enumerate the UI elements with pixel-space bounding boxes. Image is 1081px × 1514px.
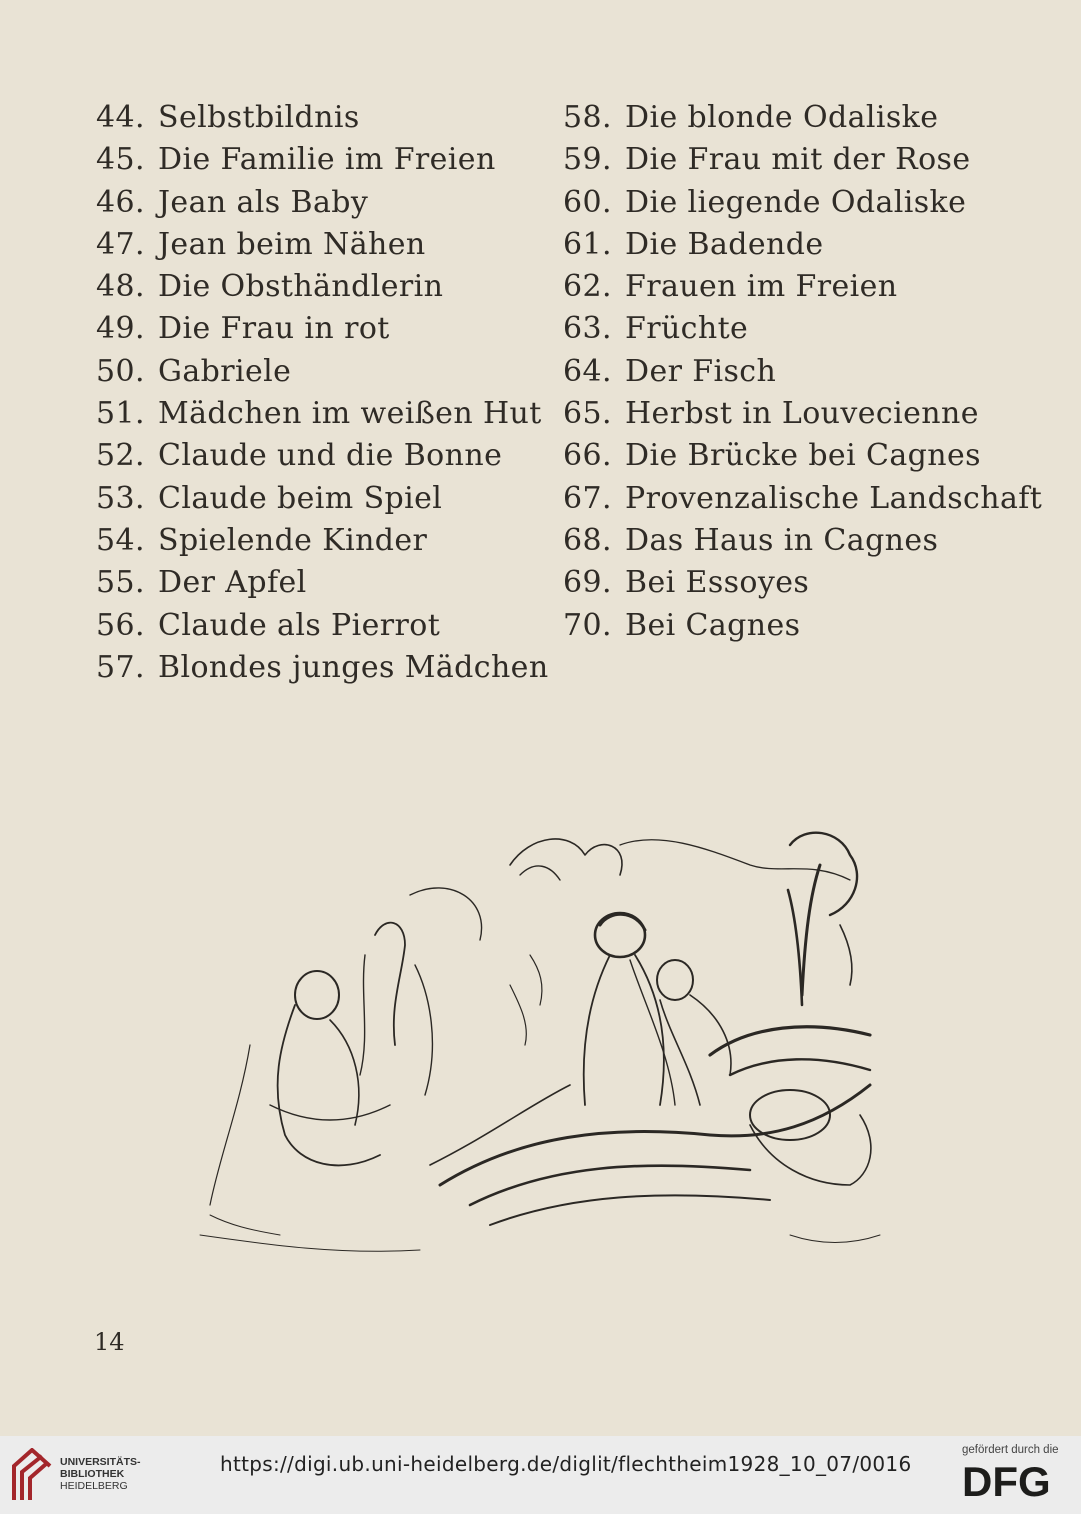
artwork-title: Herbst in Louvecienne bbox=[625, 396, 979, 432]
university-library-logo-icon bbox=[12, 1448, 52, 1502]
institution-line-1: UNIVERSITÄTS- bbox=[60, 1456, 141, 1468]
artwork-number: 60. bbox=[563, 184, 612, 220]
artwork-title: Der Apfel bbox=[158, 565, 307, 601]
artwork-title: Frauen im Freien bbox=[625, 269, 898, 305]
artwork-title: Die liegende Odaliske bbox=[625, 184, 967, 220]
artwork-number: 49. bbox=[96, 311, 145, 347]
artwork-number: 67. bbox=[563, 480, 612, 516]
artwork-entry bbox=[96, 266, 536, 308]
artwork-entry bbox=[96, 351, 536, 393]
footer-bar bbox=[0, 1436, 1081, 1514]
artwork-number: 58. bbox=[563, 100, 612, 135]
artwork-entry bbox=[563, 435, 1003, 477]
artwork-entry bbox=[563, 308, 1003, 350]
artwork-number: 69. bbox=[563, 565, 612, 601]
artwork-number: 62. bbox=[563, 269, 612, 305]
artwork-number: 65. bbox=[563, 396, 612, 432]
artwork-number: 55. bbox=[96, 565, 145, 601]
artwork-entry bbox=[96, 182, 536, 224]
permalink-url[interactable]: https://digi.ub.uni-heidelberg.de/diglit/flechtheim1928_10_07/0016 bbox=[220, 1452, 912, 1476]
artwork-number: 47. bbox=[96, 226, 145, 262]
artwork-number: 51. bbox=[96, 396, 145, 432]
artwork-title: Blondes junges Mädchen bbox=[158, 649, 549, 685]
university-library-name bbox=[60, 1456, 141, 1492]
artwork-number: 45. bbox=[96, 142, 145, 178]
institution-line-2: BIBLIOTHEK bbox=[60, 1468, 125, 1480]
artwork-entry bbox=[563, 393, 1003, 435]
artwork-title: Die Brücke bei Cagnes bbox=[625, 438, 981, 474]
artwork-title: Jean als Baby bbox=[158, 184, 369, 220]
artwork-entry bbox=[563, 97, 1003, 139]
artwork-entry bbox=[96, 139, 536, 181]
artwork-entry bbox=[563, 182, 1003, 224]
artwork-number: 66. bbox=[563, 438, 612, 474]
artwork-title: Die blonde Odaliske bbox=[625, 100, 939, 135]
artwork-title: Der Fisch bbox=[625, 353, 777, 389]
artwork-number: 63. bbox=[563, 311, 612, 347]
funded-by-label: gefördert durch die bbox=[962, 1444, 1059, 1456]
artwork-entry bbox=[96, 647, 549, 689]
artwork-title: Claude und die Bonne bbox=[158, 438, 503, 474]
artwork-title: Die Familie im Freien bbox=[158, 142, 496, 178]
sketch-illustration-bathers bbox=[190, 805, 890, 1275]
artwork-entry bbox=[563, 224, 1003, 266]
artwork-number: 70. bbox=[563, 607, 612, 643]
institution-line-3: HEIDELBERG bbox=[60, 1480, 128, 1492]
artwork-number: 59. bbox=[563, 142, 612, 178]
artwork-title: Die Frau in rot bbox=[158, 311, 390, 347]
artwork-title: Jean beim Nähen bbox=[158, 226, 426, 262]
artwork-entry bbox=[96, 605, 536, 647]
artwork-entry bbox=[563, 266, 1003, 308]
artwork-number: 44. bbox=[96, 100, 145, 135]
artwork-title: Selbstbildnis bbox=[158, 100, 360, 135]
artwork-title: Die Badende bbox=[625, 226, 824, 262]
artwork-title: Bei Cagnes bbox=[625, 607, 801, 643]
artwork-number: 68. bbox=[563, 522, 612, 558]
artwork-entry bbox=[96, 562, 536, 604]
artwork-entry bbox=[96, 435, 536, 477]
artwork-number: 52. bbox=[96, 438, 145, 474]
artwork-title: Provenzalische Landschaft bbox=[625, 480, 1043, 516]
artwork-number: 46. bbox=[96, 184, 145, 220]
artwork-title: Das Haus in Cagnes bbox=[625, 522, 939, 558]
artwork-number: 50. bbox=[96, 353, 145, 389]
artwork-title: Mädchen im weißen Hut bbox=[158, 396, 542, 432]
artwork-number: 54. bbox=[96, 522, 145, 558]
artwork-number: 56. bbox=[96, 607, 145, 643]
artwork-entry bbox=[96, 393, 542, 435]
page-number: 14 bbox=[94, 1328, 125, 1356]
artwork-entry bbox=[563, 562, 1003, 604]
dfg-logo bbox=[962, 1460, 1066, 1500]
artwork-entry bbox=[563, 605, 1003, 647]
artwork-entry bbox=[563, 139, 1003, 181]
artwork-number: 61. bbox=[563, 226, 612, 262]
dfg-logo-text: DFG bbox=[962, 1460, 1051, 1500]
artwork-title: Spielende Kinder bbox=[158, 522, 428, 558]
artwork-title: Die Frau mit der Rose bbox=[625, 142, 971, 178]
artwork-list-right-column bbox=[563, 97, 1043, 647]
artwork-title: Gabriele bbox=[158, 353, 292, 389]
artwork-title: Claude als Pierrot bbox=[158, 607, 441, 643]
artwork-entry bbox=[96, 308, 536, 350]
artwork-number: 48. bbox=[96, 269, 145, 305]
artwork-entry bbox=[96, 478, 536, 520]
artwork-entry bbox=[96, 224, 536, 266]
artwork-number: 53. bbox=[96, 480, 145, 516]
artwork-title: Claude beim Spiel bbox=[158, 480, 443, 516]
artwork-entry bbox=[563, 520, 1003, 562]
artwork-entry bbox=[96, 97, 536, 139]
artwork-entry bbox=[563, 478, 1043, 520]
artwork-list-left-column bbox=[96, 97, 549, 689]
artwork-title: Bei Essoyes bbox=[625, 565, 810, 601]
artwork-entry bbox=[563, 351, 1003, 393]
artwork-number: 64. bbox=[563, 353, 612, 389]
artwork-title: Früchte bbox=[625, 311, 749, 347]
artwork-number: 57. bbox=[96, 649, 145, 685]
artwork-title: Die Obsthändlerin bbox=[158, 269, 444, 305]
artwork-entry bbox=[96, 520, 536, 562]
